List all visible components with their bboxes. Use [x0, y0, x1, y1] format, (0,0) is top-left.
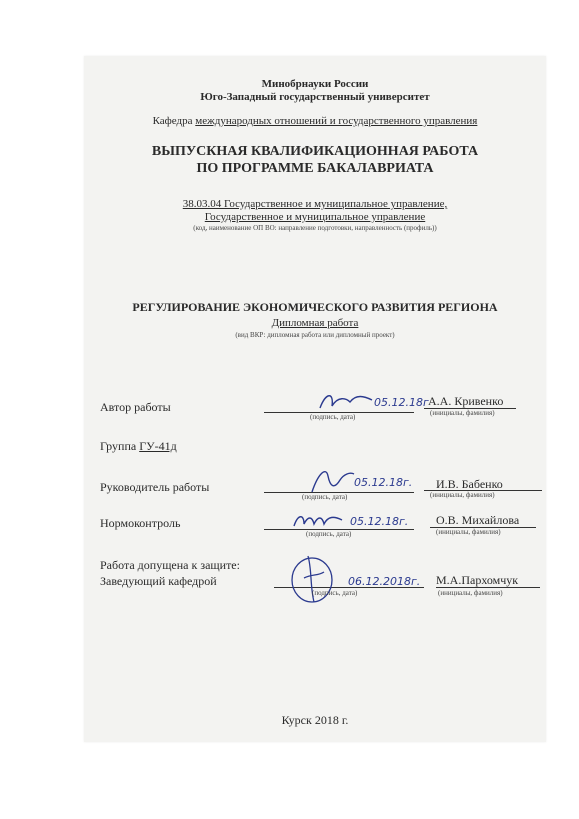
supervisor-initials-caption: (инициалы, фамилия): [430, 491, 495, 499]
author-signature: [316, 388, 376, 414]
author-label: Автор работы: [100, 400, 171, 414]
department-line: [84, 115, 546, 127]
head-initials-caption: (инициалы, фамилия): [438, 589, 503, 597]
document-title-line1: ВЫПУСКНАЯ КВАЛИФИКАЦИОННАЯ РАБОТА: [151, 144, 479, 159]
head-signature-caption: (подпись, дата): [312, 589, 358, 597]
normcontrol-initials-caption: (инициалы, фамилия): [436, 528, 501, 536]
head-label: Заведующий кафедрой: [100, 574, 217, 588]
head-name: М.А.Пархомчук: [436, 573, 519, 587]
supervisor-name: И.В. Бабенко: [436, 477, 503, 491]
head-signature: [284, 550, 340, 606]
document-page: [84, 56, 546, 742]
head-name-line: [436, 587, 540, 588]
ministry-name: Минобрнауки России: [261, 78, 369, 90]
program-line1: 38.03.04 Государственное и муниципальное управление,: [182, 198, 448, 210]
head-signature-date: 06.12.2018г.: [348, 575, 421, 588]
topic-title: РЕГУЛИРОВАНИЕ ЭКОНОМИЧЕСКОГО РАЗВИТИЯ РЕГИОНА: [132, 300, 498, 314]
group-line: [100, 439, 177, 454]
program-line2: Государственное и муниципальное управление: [204, 211, 426, 223]
author-initials-caption: (инициалы, фамилия): [430, 409, 495, 417]
group-label: Группа: [100, 439, 140, 453]
group-value: ГУ-41д: [139, 439, 177, 453]
normcontrol-name: О.В. Михайлова: [436, 513, 520, 527]
author-signature-date: 05.12.18г: [374, 396, 429, 409]
normcontrol-label: Нормоконтроль: [100, 516, 181, 530]
supervisor-signature-caption: (подпись, дата): [302, 493, 348, 501]
normcontrol-signature-date: 05.12.18г.: [350, 515, 409, 528]
supervisor-signature: [306, 464, 356, 496]
supervisor-label: Руководитель работы: [100, 480, 210, 494]
supervisor-signature-date: 05.12.18г.: [354, 476, 413, 489]
admitted-label: Работа допущена к защите:: [100, 558, 240, 572]
university-name: Юго-Западный государственный университет: [200, 91, 430, 103]
city-year: Курск 2018 г.: [281, 713, 349, 727]
normcontrol-signature-caption: (подпись, дата): [306, 530, 352, 538]
normcontrol-signature: [290, 508, 346, 532]
author-name: А.А. Кривенко: [428, 394, 504, 408]
document-title-line2: ПО ПРОГРАММЕ БАКАЛАВРИАТА: [196, 161, 434, 176]
work-kind: Дипломная работа: [271, 317, 359, 329]
work-kind-caption: (вид ВКР: дипломная работа или дипломный проект): [235, 331, 395, 339]
department-name: международных отношений и государственного управления: [195, 115, 478, 127]
author-signature-caption: (подпись, дата): [310, 413, 356, 421]
department-prefix: Кафедра: [152, 115, 196, 127]
program-caption: (код, наименование ОП ВО: направление подготовки, направленность (профиль)): [193, 224, 437, 232]
